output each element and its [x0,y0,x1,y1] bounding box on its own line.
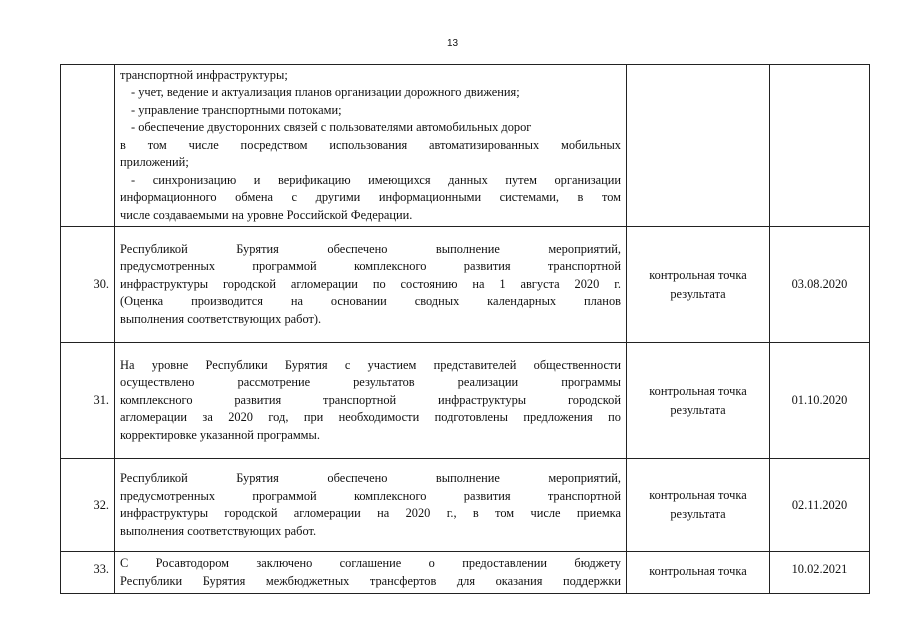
row-date: 02.11.2020 [770,459,870,552]
description-line: Республики Бурятия межбюджетных трансфертов для оказания поддержки [120,573,621,588]
checkpoint-type-line: результата [670,402,726,417]
description-line: инфраструктуры городской агломерации по состоянию на 1 августа 2020 г. [120,276,621,291]
checkpoint-type-line: контрольная точка [649,488,747,502]
table-row [61,552,870,594]
checkpoint-type-line: контрольная точка [649,383,747,398]
description-line: Республикой Бурятия обеспечено выполнение мероприятий, [120,241,621,256]
table-row [61,65,870,227]
row-number: 33. [61,552,115,594]
plan-table [60,64,870,594]
table-row [61,227,870,343]
description-line: комплексного развития транспортной инфраструктуры городской [120,392,621,407]
plan-table-body [61,65,870,594]
description-line: Республикой Бурятия обеспечено выполнение мероприятий, [120,471,621,485]
description-line: осуществлено рассмотрение результатов реализации программы [120,375,621,390]
row-description [115,343,627,459]
description-line: агломерации за 2020 год, при необходимости подготовлены предложения по [120,410,621,425]
description-line: выполнения соответствующих работ). [120,311,322,326]
row-date: 10.02.2021 [770,552,870,594]
description-line: приложений; [120,155,189,170]
description-line: С Росавтодором заключено соглашение о предоставлении бюджету [120,556,621,570]
description-line: информационного обмена с другими информационными системами, в том [120,190,621,205]
row-number: 30. [61,227,115,343]
description-line: предусмотренных программой комплексного развития транспортной [120,259,621,274]
row-number [61,65,115,227]
row-checkpoint-type [627,343,770,459]
checkpoint-type-line: контрольная точка [649,267,747,282]
table-row [61,459,870,552]
description-line: предусмотренных программой комплексного развития транспортной [120,488,621,503]
row-description [115,65,627,227]
checkpoint-type-line: контрольная точка [649,564,747,578]
description-line: инфраструктуры городской агломерации на 2020 г., в том числе приемка [120,506,621,520]
row-date [770,65,870,227]
description-line: - обеспечение двусторонних связей с пользователями автомобильных дорог [131,120,532,135]
row-checkpoint-type [627,227,770,343]
row-checkpoint-type [627,552,770,594]
checkpoint-type-line: результата [670,507,726,521]
row-checkpoint-type [627,65,770,227]
description-line: корректировке указанной программы. [120,427,320,442]
row-description [115,227,627,343]
checkpoint-type-line: результата [670,286,726,301]
description-line: выполнения соответствующих работ. [120,523,317,538]
description-line: На уровне Республики Бурятия с участием представителей общественности [120,357,621,372]
row-number: 32. [61,459,115,552]
description-line: (Оценка производится на основании сводных календарных планов [120,294,621,309]
description-line: числе создаваемыми на уровне Российской Федерации. [120,207,413,222]
row-checkpoint-type [627,459,770,552]
description-line: - учет, ведение и актуализация планов организации дорожного движения; [131,85,520,100]
description-line: в том числе посредством использования автоматизированных мобильных [120,137,621,152]
table-row [61,343,870,459]
description-line: транспортной инфраструктуры; [120,67,288,82]
description-line: - синхронизацию и верификацию имеющихся данных путем организации [131,172,621,187]
row-date: 01.10.2020 [770,343,870,459]
description-line: - управление транспортными потоками; [131,102,342,117]
row-number: 31. [61,343,115,459]
page-number: 13 [446,38,459,49]
row-date: 03.08.2020 [770,227,870,343]
row-description [115,552,627,594]
row-description [115,459,627,552]
